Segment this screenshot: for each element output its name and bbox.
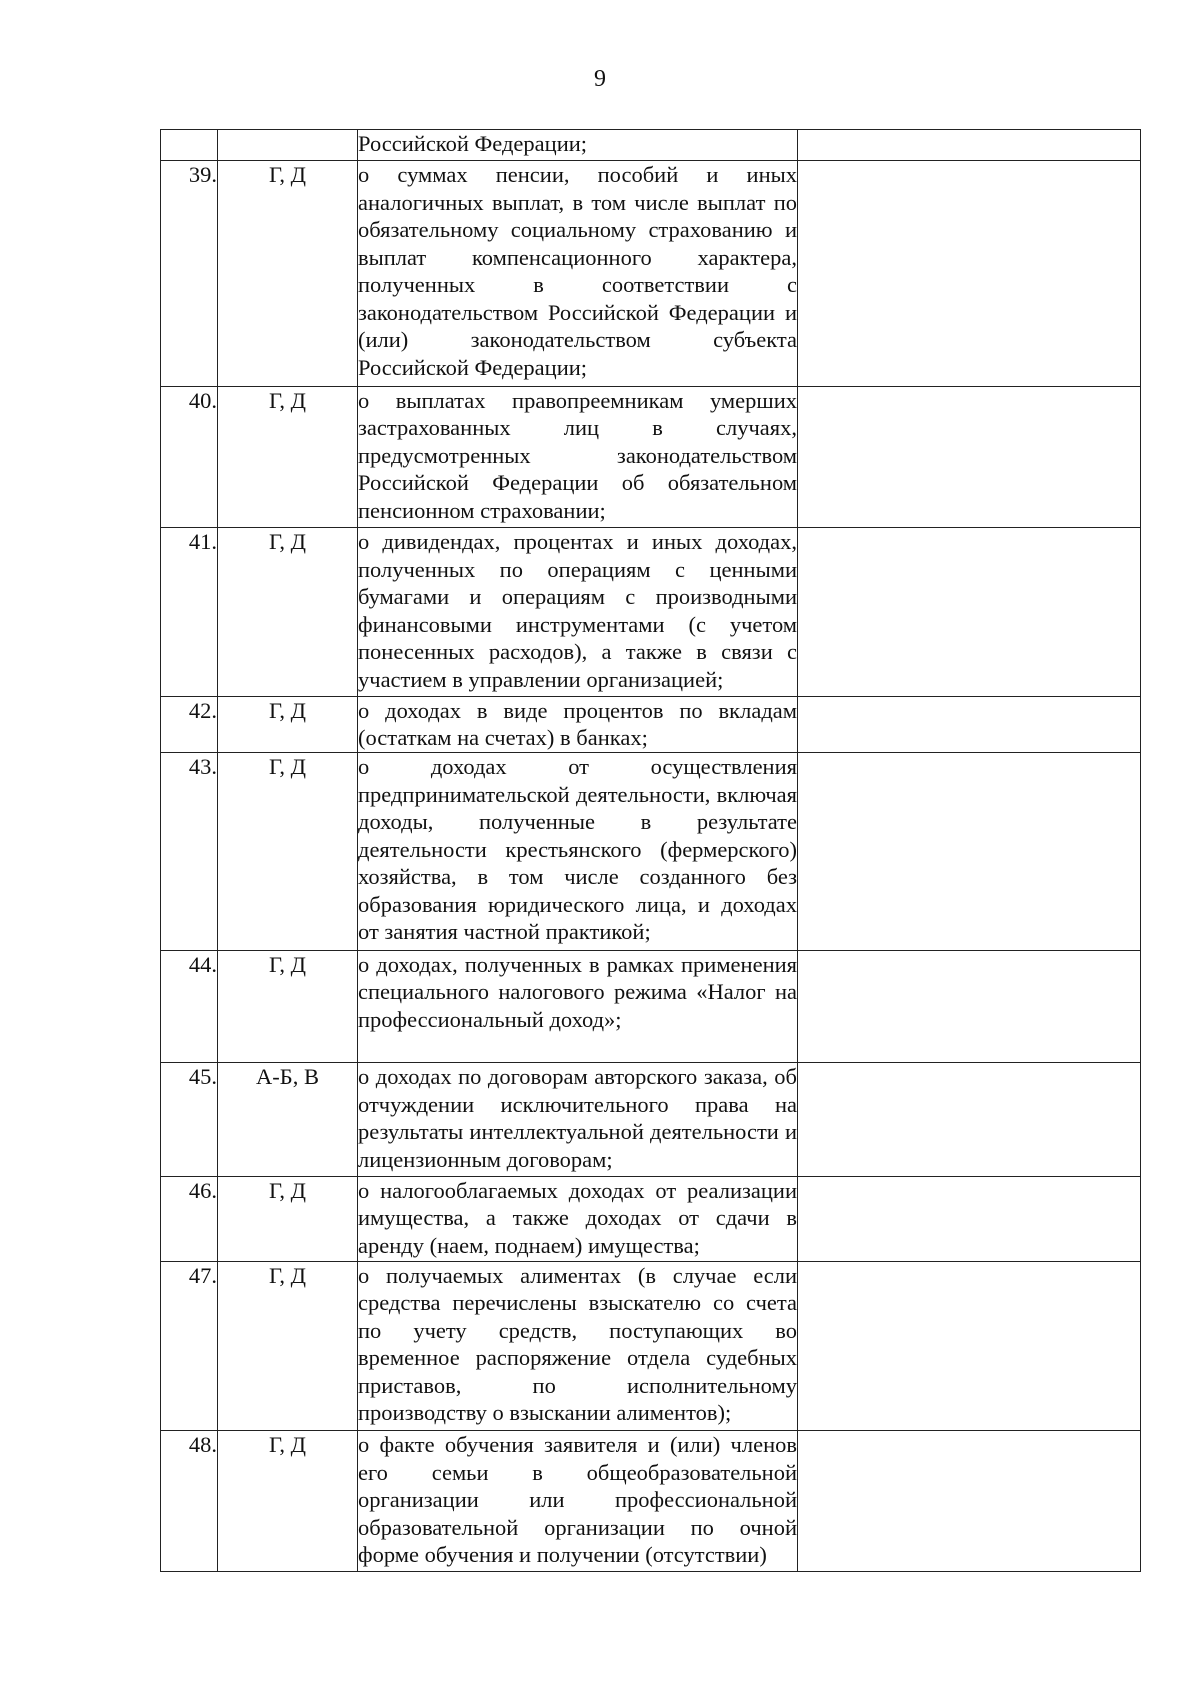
row-description: Российской Федерации; [358, 130, 798, 161]
row-category: Г, Д [218, 528, 358, 697]
table-row [161, 386, 1141, 527]
row-category: Г, Д [218, 950, 358, 1062]
table-row [161, 1261, 1141, 1431]
row-number: 46. [161, 1176, 218, 1261]
row-number: 40. [161, 386, 218, 527]
row-description: о суммах пенсии, пособий и иных аналогичных выплат, в том числе выплат по обязательному социальному страхованию и выплат компенсационного характера, полученных в соответствии с законодательством Российской Федерации и (или) законодательством субъекта Российской Федерации; [358, 161, 798, 387]
row-description: о дивидендах, процентах и иных доходах, полученных по операциям с ценными бумагами и операциям с производными финансовыми инструментами (с учетом понесенных расходов), а также в связи с участием в управлении организацией; [358, 528, 798, 697]
row-number [161, 130, 218, 161]
row-category: Г, Д [218, 161, 358, 387]
table-row [161, 1431, 1141, 1572]
table-row [161, 130, 1141, 161]
row-empty-cell [798, 161, 1141, 387]
row-empty-cell [798, 1063, 1141, 1176]
table-row [161, 161, 1141, 387]
row-category: Г, Д [218, 753, 358, 951]
row-description: о факте обучения заявителя и (или) членов его семьи в общеобразовательной организации или профессиональной образовательной организации по очной форме обучения и получении (отсутствии) [358, 1431, 798, 1572]
row-category: А-Б, В [218, 1063, 358, 1176]
row-category: Г, Д [218, 696, 358, 752]
document-table [160, 129, 1141, 1572]
row-category: Г, Д [218, 1176, 358, 1261]
row-empty-cell [798, 1176, 1141, 1261]
row-empty-cell [798, 130, 1141, 161]
row-empty-cell [798, 1261, 1141, 1431]
row-category: Г, Д [218, 386, 358, 527]
row-empty-cell [798, 950, 1141, 1062]
row-empty-cell [798, 528, 1141, 697]
row-description: о выплатах правопреемникам умерших застрахованных лиц в случаях, предусмотренных законодательством Российской Федерации об обязательном пенсионном страховании; [358, 386, 798, 527]
row-category [218, 130, 358, 161]
row-description: о доходах в виде процентов по вкладам (остаткам на счетах) в банках; [358, 696, 798, 752]
row-empty-cell [798, 386, 1141, 527]
row-description: о доходах, полученных в рамках применения специального налогового режима «Налог на профессиональный доход»; [358, 950, 798, 1062]
row-empty-cell [798, 753, 1141, 951]
row-empty-cell [798, 1431, 1141, 1572]
row-category: Г, Д [218, 1431, 358, 1572]
row-category: Г, Д [218, 1261, 358, 1431]
row-number: 42. [161, 696, 218, 752]
table-row [161, 753, 1141, 951]
row-number: 43. [161, 753, 218, 951]
row-description: о доходах от осуществления предпринимательской деятельности, включая доходы, полученные в результате деятельности крестьянского (фермерского) хозяйства, в том числе созданного без образования юридического лица, и доходах от занятия частной практикой; [358, 753, 798, 951]
table-row [161, 528, 1141, 697]
row-description: о доходах по договорам авторского заказа, об отчуждении исключительного права на результаты интеллектуальной деятельности и лицензионным договорам; [358, 1063, 798, 1176]
table-row [161, 1063, 1141, 1176]
row-number: 48. [161, 1431, 218, 1572]
page-number: 9 [594, 66, 606, 92]
table-row [161, 696, 1141, 752]
row-description: о налогооблагаемых доходах от реализации имущества, а также доходах от сдачи в аренду (наем, поднаем) имущества; [358, 1176, 798, 1261]
row-description: о получаемых алиментах (в случае если средства перечислены взыскателю со счета по учету средств, поступающих во временное распоряжение отдела судебных приставов, по исполнительному производству о взыскании алиментов); [358, 1261, 798, 1431]
row-empty-cell [798, 696, 1141, 752]
row-number: 41. [161, 528, 218, 697]
table-row [161, 1176, 1141, 1261]
row-number: 47. [161, 1261, 218, 1431]
row-number: 39. [161, 161, 218, 387]
row-number: 44. [161, 950, 218, 1062]
table-row [161, 950, 1141, 1062]
row-number: 45. [161, 1063, 218, 1176]
